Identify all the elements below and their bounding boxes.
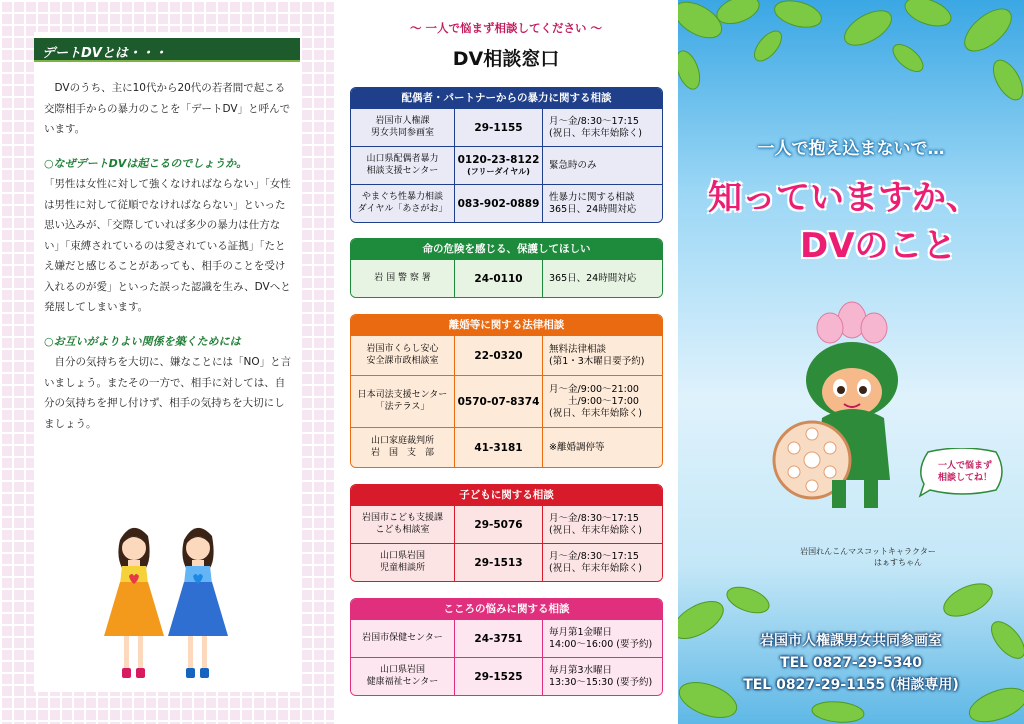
hours: ※離婚調停等: [549, 441, 605, 453]
table-row: [351, 505, 662, 543]
phone-number-consult: TEL 0827-29-1155 (相談専用): [743, 677, 959, 693]
phone-number: 29-5076: [455, 506, 543, 543]
section-heading: 命の危険を感じる、保護してほしい: [351, 239, 662, 259]
why-heading: ○なぜデートDVは起こるのでしょうか。: [44, 156, 248, 170]
hours: 月～金/8:30～17:15 (祝日、年末年始除く): [549, 512, 642, 536]
table-row: [351, 259, 662, 297]
dating-dv-card: [34, 32, 300, 692]
why-paragraph: 「男性は女性に対して強くなければならない」「女性は男性に対して従順でなければならない」といった思い込みが、「交際していれば多少の暴力は仕方ない」「束縛されているのは愛されている証拠」「たとえ嫌だと感じることがあっても、相手のことを受け入れるのが愛」といった誤った認識を生み、DVへと発展してしまいます。: [44, 178, 291, 313]
phone-number: TEL 0827-29-5340: [780, 655, 922, 671]
office-name: 山口県岩国 健康福祉センター: [351, 658, 455, 695]
page-title: DV相談窓口: [452, 48, 560, 70]
table-row: [351, 619, 662, 657]
phone-number: 41-3181: [455, 428, 543, 467]
phone-number: 29-1155: [455, 109, 543, 146]
cover-subtitle: 一人で抱え込まないで…: [757, 139, 945, 159]
hours: 月～金/8:30～17:15 (祝日、年末年始除く): [549, 550, 642, 574]
better-paragraph: 自分の気持ちを大切に、嫌なことには「NO」と言いましょう。またその一方で、相手に対しては、自分の気持ちを押し付けず、相手の気持ちを大切にしましょう。: [44, 356, 292, 430]
consultation-section-children: [350, 484, 663, 582]
hours: 毎月第1金曜日 14:00～16:00 (要予約): [549, 626, 653, 650]
phone-number: 22-0320: [455, 336, 543, 375]
office-name: 日本司法支援センター 「法テラス」: [351, 376, 455, 427]
hours: 性暴力に関する相談 365日、24時間対応: [549, 191, 637, 215]
office-name: 岩 国 警 察 署: [351, 260, 455, 297]
phone-number: 0120-23-8122 (フリーダイヤル): [455, 147, 543, 184]
phone-number: 083-902-0889: [455, 185, 543, 222]
table-row: [351, 427, 662, 467]
office-name: 山口県配偶者暴力 相談支援センター: [351, 147, 455, 184]
left-panel: [0, 0, 334, 724]
office-name: 岩国市人権課 男女共同参画室: [351, 109, 455, 146]
table-row: [351, 543, 662, 581]
table-row: [351, 375, 662, 427]
contact-block: [678, 630, 1024, 696]
office-name: 岩国市人権課男女共同参画室: [760, 633, 942, 649]
table-row: [351, 184, 662, 222]
office-name: 岩国市くらし安心 安全課市政相談室: [351, 336, 455, 375]
section-heading: 子どもに関する相談: [351, 485, 662, 505]
cover-title-line2: DVのこと: [800, 226, 957, 266]
table-row: [351, 108, 662, 146]
intro-paragraph: DVのうち、主に10代から20代の若者間で起こる交際相手からの暴力のことを「デートDV」と呼んでいます。: [44, 82, 291, 135]
table-row: [351, 657, 662, 695]
office-name: やまぐち性暴力相談 ダイヤル「あさがお」: [351, 185, 455, 222]
section-heading: デートDVとは・・・: [34, 38, 300, 62]
table-row: [351, 335, 662, 375]
phone-number: 29-1525: [455, 658, 543, 695]
speech-bubble-text: 一人で悩まず 相談してね！: [937, 461, 992, 483]
cover-title-line1: 知っていますか、: [708, 178, 980, 218]
office-name: 山口家庭裁判所 岩 国 支 部: [351, 428, 455, 467]
section-heading: こころの悩みに関する相談: [351, 599, 662, 619]
cover-panel: [678, 0, 1024, 724]
mascot-illustration: [772, 300, 932, 540]
table-row: [351, 146, 662, 184]
hours: 365日、24時間対応: [549, 272, 637, 284]
dating-dv-text: [44, 78, 294, 448]
better-heading: ○お互いがよりよい関係を築くためには: [44, 334, 241, 348]
mascot-caption: [778, 546, 958, 568]
office-name: 山口県岩国 児童相談所: [351, 544, 455, 581]
consultation-section-mental: [350, 598, 663, 696]
middle-panel: [334, 0, 678, 724]
mascot-caption-line1: 岩国れんこんマスコットキャラクター: [800, 547, 936, 556]
phone-number: 0570-07-8374: [455, 376, 543, 427]
hours: 無料法律相談 (第1・3木曜日要予約): [549, 343, 645, 367]
hours: 月～金/8:30～17:15 (祝日、年末年始除く): [549, 115, 642, 139]
consultation-section-emergency: [350, 238, 663, 298]
consultation-section-spouse: [350, 87, 663, 223]
consultation-section-legal: [350, 314, 663, 468]
mascot-name: はぁすちゃん: [874, 558, 922, 567]
phone-number: 29-1513: [455, 544, 543, 581]
office-name: 岩国市保健センター: [351, 620, 455, 657]
phone-number: 24-0110: [455, 260, 543, 297]
hours: 月～金/9:00～21:00 土/9:00～17:00 (祝日、年末年始除く): [549, 383, 642, 419]
section-heading: 配偶者・パートナーからの暴力に関する相談: [351, 88, 662, 108]
section-heading: 離婚等に関する法律相談: [351, 315, 662, 335]
hours: 毎月第3水曜日 13:30～15:30 (要予約): [549, 664, 653, 688]
office-name: 岩国市こども支援課 こども相談室: [351, 506, 455, 543]
tagline: ～ 一人で悩まず相談してください ～: [409, 21, 602, 35]
two-girls-illustration: [102, 518, 232, 688]
phone-number: 24-3751: [455, 620, 543, 657]
phone-note: (フリーダイヤル): [467, 167, 530, 176]
hours: 緊急時のみ: [549, 159, 597, 171]
